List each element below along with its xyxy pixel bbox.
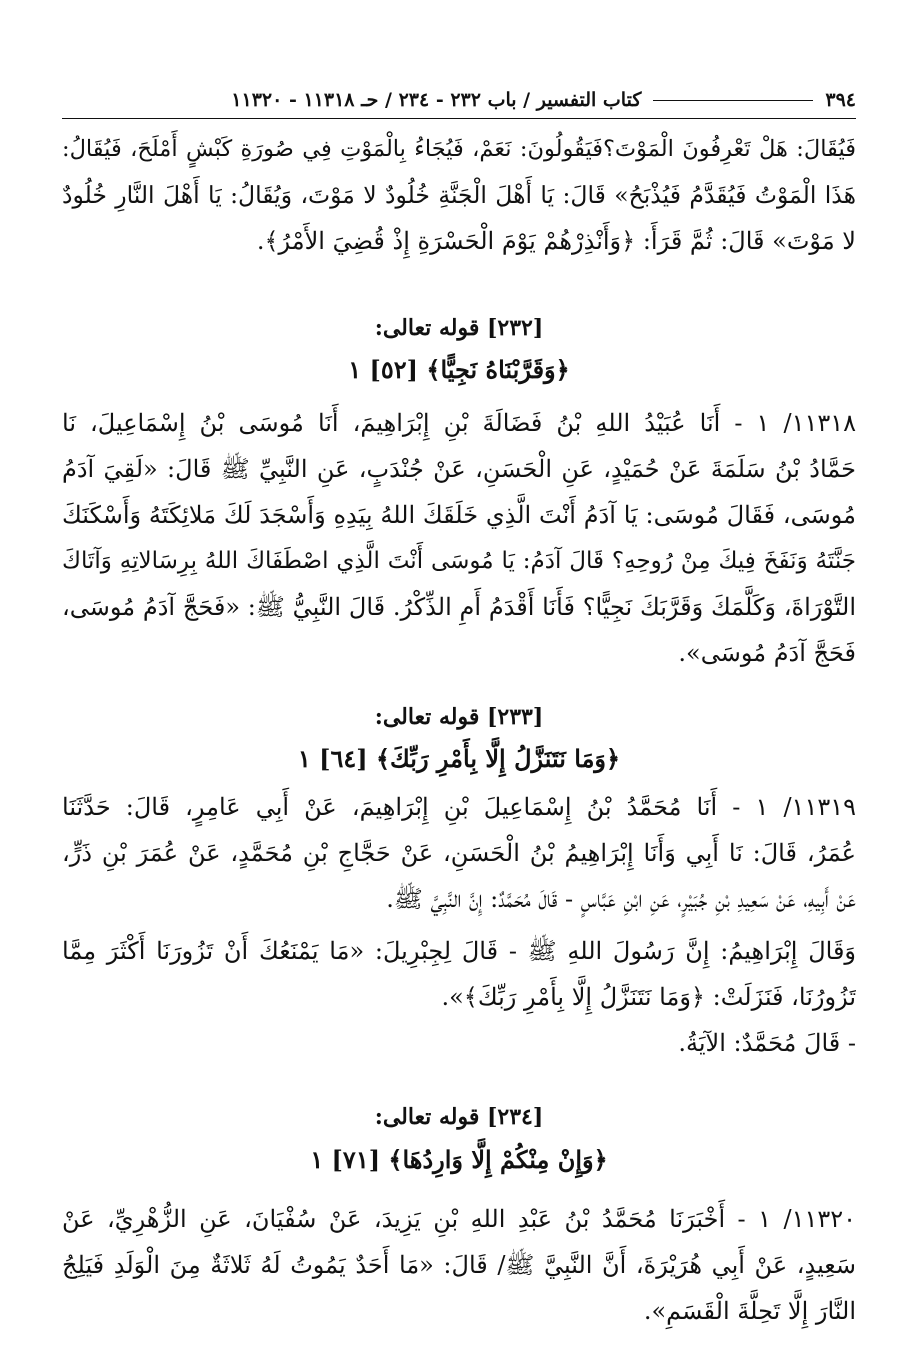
text-line: لا مَوْتَ» قَالَ: ثُمَّ قَرَأَ: ﴿وَأَنْذِرْهُمْ يَوْمَ الْحَسْرَةِ إِذْ قُضِيَ الأَمْرُ﴾. [256, 227, 856, 255]
text-line: هَذَا الْمَوْتُ فَيُقَدَّمُ فَيُذْبَحُ» قَالَ: يَا أَهْلَ الْجَنَّةِ خُلُودٌ لا مَوْتَ، وَيُقَالُ: يَا أَهْلَ النَّارِ خُلُودٌ [62, 181, 856, 209]
hadith-paragraph [62, 400, 856, 676]
text-line: النَّارَ إِلَّا تَحِلَّةَ الْقَسَمِ». [643, 1297, 856, 1325]
text-line: ١١٣١٨/ ١ - أَنَا عُبَيْدُ اللهِ بْنُ فَضَالَةَ بْنِ إِبْرَاهِيمَ، أَنَا مُوسَى بْنُ إِسْمَاعِيلَ، نَا [62, 409, 856, 437]
text-line: فَحَجَّ آدَمُ مُوسَى». [678, 639, 856, 667]
text-line: ١١٣٢٠/ ١ - أَخْبَرَنَا مُحَمَّدُ بْنُ عَبْدِ اللهِ بْنِ يَزِيدَ، عَنْ سُفْيَانَ، عَنِ الزُّهْرِيِّ، عَنْ [62, 1205, 856, 1233]
intro-paragraph [62, 126, 856, 264]
text-line: جَنَّتَهُ وَنَفَخَ فِيكَ مِنْ رُوحِهِ؟ قَالَ آدَمُ: يَا مُوسَى أَنْتَ الَّذِي اصْطَفَاكَ اللهُ بِرِسَالاتِهِ وَآتَاكَ [62, 548, 856, 574]
page-number: ٣٩٤ [825, 89, 856, 111]
text-line: ١١٣١٩/ ١ - أَنَا مُحَمَّدُ بْنُ إِسْمَاعِيلَ بْنِ إِبْرَاهِيمَ، عَنْ أَبِي عَامِرٍ، قَالَ: حَدَّثَنَا [62, 793, 856, 821]
running-title: كتاب التفسير / باب ٢٣٢ - ٢٣٤ / حـ ١١٣١٨ - ١١٣٢٠ [231, 89, 642, 111]
section-heading: [٢٣٤] قوله تعالى: [374, 1104, 544, 1130]
quran-verse: ﴿وَإِنْ مِنْكُمْ إِلَّا وَارِدُهَا﴾ [٧١] ١ [310, 1145, 608, 1174]
quran-verse: ﴿وَمَا نَتَنَزَّلُ إِلَّا بِأَمْرِ رَبِّكَ﴾ [٦٤] ١ [297, 744, 621, 773]
text-line: التَّوْرَاةَ، وَكَلَّمَكَ وَقَرَّبَكَ نَجِيًّا؟ فَأَنَا أَقْدَمُ أَمِ الذِّكْرُ. قَالَ النَّبِيُّ ﷺ: «فَحَجَّ آدَمُ مُوسَى، [62, 593, 856, 621]
text-line: حَمَّادُ بْنُ سَلَمَةَ عَنْ حُمَيْدٍ، عَنِ الْحَسَنِ، عَنْ جُنْدَبٍ، عَنِ النَّبِيِّ ﷺ قَالَ: «لَقِيَ آدَمُ [62, 455, 856, 483]
header-rule [653, 100, 813, 101]
section-heading: [٢٣٣] قوله تعالى: [374, 704, 544, 730]
text-line: عَنْ أَبِيهِ، عَنْ سَعِيدِ بْنِ جُبَيْرٍ، عَنِ ابْنِ عَبَّاسٍ - قَالَ مُحَمَّدٌ: إِنَّ النَّبِيَّ ﷺ. [386, 885, 856, 913]
section-heading: [٢٣٢] قوله تعالى: [374, 315, 544, 341]
text-line: تَزُورُنَا، فَنَزَلَتْ: ﴿وَمَا نَتَنَزَّلُ إِلَّا بِأَمْرِ رَبِّكَ﴾». [441, 983, 856, 1011]
hadith-paragraph [62, 784, 856, 922]
text-line: عُمَرُ، قَالَ: نَا أَبِي وَأَنَا إِبْرَاهِيمُ بْنُ الْحَسَنِ، عَنْ حَجَّاجِ بْنِ مُحَمَّدٍ، عَنْ عُمَرَ بْنِ ذَرٍّ، [62, 839, 856, 867]
hadith-paragraph [62, 928, 856, 1066]
text-line: مُوسَى، فَقَالَ مُوسَى: يَا آدَمُ أَنْتَ الَّذِي خَلَقَكَ اللهُ بِيَدِهِ وَأَسْجَدَ لَكَ مَلائِكَتَهُ وَأَسْكَنَكَ [62, 501, 856, 529]
header-underline [62, 118, 856, 119]
text-line: سَعِيدٍ، عَنْ أَبِي هُرَيْرَةَ، أَنَّ النَّبِيَّ ﷺ/ قَالَ: «مَا أَحَدٌ يَمُوتُ لَهُ ثَلاثَةٌ مِنَ الْوَلَدِ فَيَلِجُ [62, 1251, 856, 1279]
text-line: وَقَالَ إِبْرَاهِيمُ: إِنَّ رَسُولَ اللهِ ﷺ - قَالَ لِجِبْرِيلَ: «مَا يَمْنَعُكَ أَنْ تَزُورَنَا أَكْثَرَ مِمَّا [62, 937, 856, 965]
hadith-paragraph [62, 1196, 856, 1334]
text-line: - قَالَ مُحَمَّدٌ: الآيَةُ. [678, 1029, 856, 1057]
page-header [62, 84, 856, 116]
text-line: فَيُقَالَ: هَلْ تَعْرِفُونَ الْمَوْتَ؟فَيَقُولُونَ: نَعَمْ، فَيُجَاءُ بِالْمَوْتِ فِي صُورَةِ كَبْشٍ أَمْلَحَ، فَيُقَالُ: [62, 136, 856, 162]
quran-verse: ﴿وَقَرَّبْنَاهُ نَجِيًّا﴾ [٥٢] ١ [348, 355, 570, 384]
